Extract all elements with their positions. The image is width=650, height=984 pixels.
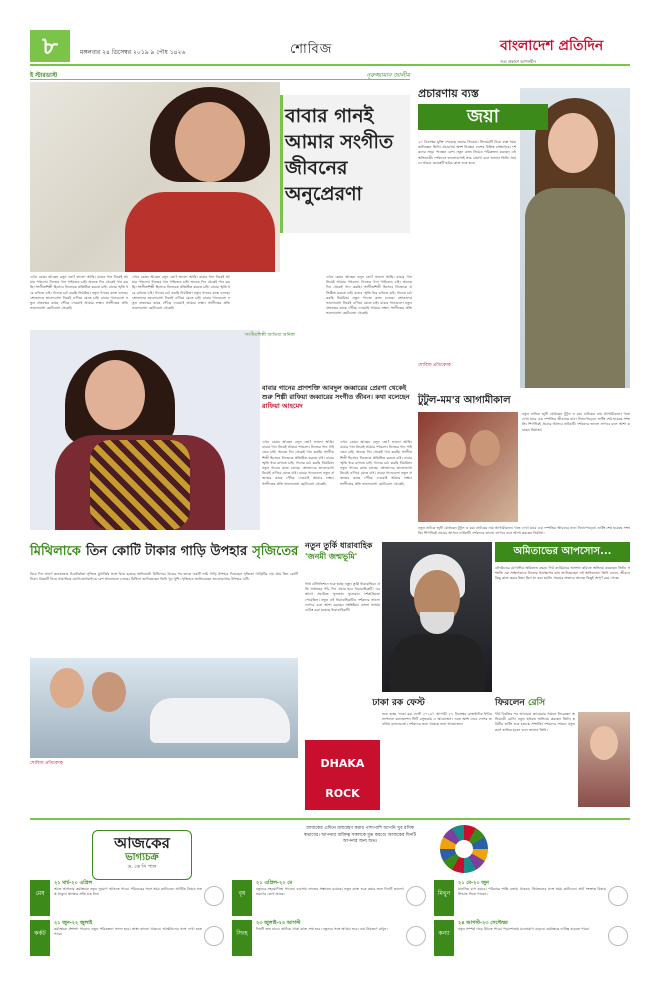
rock-body: শুরু হচ্ছে 'ঢাকা রক ফেস্ট ২০১৯'। আগামী ২৭ ডিসেম্বর রাজধানীর ইন্টারন্যাশনাল কনভেনশন সিটি বসুন্ধরায় এ আয়োজন। এতে অংশ নেবে দেশের জনপ্রিয় ব্যান্ডগুলো। দর্শকদের জন্য থাকছে নানা আয়োজন।	[382, 712, 492, 727]
rock-headline[interactable]: ঢাকা রক ফেস্ট	[372, 698, 425, 708]
mithila-headline[interactable]: মিথিলাকে তিন কোটি টাকার গাড়ি উপহার সৃজিতের	[30, 544, 299, 559]
mithila-body: বিয়ে দিন আগে কলকাতার চিত্রনির্মাতা সৃজিত মুখার্জির সঙ্গে বিয়ে হয়েছে অভিনেত্রী মিথিলার। বিয়ের পর তাকে একটি দামি গাড়ি উপহার দিয়েছেন সৃজিত। গাড়িটির দাম প্রায় তিন কোটি টাকা। বিষয়টি নিয়ে সামাজিক যোগাযোগমাধ্যমে বেশ আলোচনা চলছে। মিথিলা জানিয়েছেন তিনি খুব খুশি। সৃজিতও জানিয়েছেন ভালোবাসার উপহার এটি।	[30, 572, 298, 582]
horoscope-sign	[434, 880, 630, 918]
photo-beard	[420, 612, 454, 634]
sign-name: বৃষ	[232, 880, 252, 916]
lead-byline: নূরুজ্জামান জালীম	[366, 72, 410, 79]
header-divider	[30, 64, 630, 66]
sign-name: কর্কট	[30, 920, 50, 956]
photo-body	[390, 634, 485, 692]
sign-text: বন্ধুদের সহযোগিতা পাবেন। ব্যবসায় লাভের সম্ভাবনা রয়েছে। নতুন কাজ শুরু করার জন্য দিনটি ভালো। ভ্রমণের যোগ আছে।	[256, 887, 404, 896]
tutul-photo	[418, 412, 518, 522]
joya-headline[interactable]: জয়া	[418, 104, 548, 130]
resi-body: দীর্ঘ বিরতির পর আবারও ক্যামেরার সামনে ফিরেছেন অভিনেত্রী রেসি। নতুন ছবিতে অভিনয় করছেন তিনি। ছবিটির শুটিং শুরু হয়েছে সম্প্রতি। দর্শকদের সামনে নতুন রূপে হাজির হবেন বলে জানান তিনি।	[495, 712, 575, 732]
resi-headline[interactable]: ফিরলেন রেসি	[495, 698, 546, 708]
mithila-signature: শোবিজ প্রতিবেদক	[30, 761, 63, 766]
photo-face	[590, 726, 618, 760]
lead-photo	[30, 82, 280, 272]
turkish-body: দীপ্ত টেলিভিশনে শুরু হচ্ছে নতুন তুর্কি ধারাবাহিক। প্রতি সপ্তাহের পাঁচ দিন প্রচার হবে ধারাবাহিকটি। এর আগে প্রচারিত সুলতান সুলেমান দর্শকপ্রিয়তা পেয়েছিল। নতুন এই ধারাবাহিকটিও দর্শকদের ভালো লাগবে বলে আশা করছেন সংশ্লিষ্টরা। বাংলা ভাষায় ডাবিং করা হয়েছে ধারাবাহিকটি।	[305, 582, 380, 613]
lead-body-col2: এখন কেমন আছেন বলুন তো? ভালো আছি। বাবার গান নিয়েই আমার পথচলা। নিজের গান গাইতেও চাই। অনেক দিন থেকেই গান করছি। সংগীতশিল্পী হিসেবে নিজেকে প্রতিষ্ঠিত করতে চাই। বাবার স্মৃতি ধরে রাখতে চাই। গানের চর্চা করছি নিয়মিত। নতুন গানের কাজ চলছে। শ্রোতাদের ভালোবাসা নিয়েই এগিয়ে যেতে চাই। বাবার গানগুলো নতুন প্রজন্মের কাছে পৌঁছে দেওয়াই আমার লক্ষ্য। সংগীতের প্রতি ভালোবাসা ছোটবেলা থেকেই।	[132, 275, 230, 311]
page-number: ৮	[30, 30, 70, 62]
photo-face	[175, 102, 245, 182]
horoscope-sign	[434, 920, 630, 958]
horoscope-sign	[232, 880, 428, 918]
sign-date: ২১ মে-২০ জুন	[458, 880, 489, 886]
sign-text: দিনটি শুভ যাবে। আটকে থাকা কাজ শেষ হবে। বন্ধুদের সঙ্গে আড্ডা হবে। ব্যয় নিয়ন্ত্রণে রাখুন।	[256, 927, 388, 931]
sign-date: ২১ এপ্রিল-২০ মে	[256, 880, 293, 886]
newspaper-logo[interactable]	[500, 34, 630, 66]
lead-photo-secondary	[30, 330, 260, 530]
sign-text: আজ আপনার কর্মক্ষেত্রে নতুন সুযোগ আসতে পারে। পরিবারের সঙ্গে সময় কাটাবেন। আর্থিক বিষয়ে সতর্ক থাকুন। স্বাস্থ্যের প্রতি যত্ন নিন।	[54, 887, 202, 896]
photo-face	[436, 432, 466, 468]
amitabh-photo	[382, 542, 492, 692]
zodiac-symbol-icon	[406, 926, 426, 946]
horoscope-sign	[30, 880, 226, 918]
tutul-headline[interactable]: টুটুল-মম'র আগামীকাল	[418, 395, 511, 406]
car-shape	[150, 698, 290, 743]
deck-line: বাবার গানের প্রাণশক্তি আবদুল জব্বারের প্রেরণা থেকেই শুরু শিল্পী রাফিয়া জব্বারের সংগীত জীবন। কথা বলেছেন	[262, 384, 410, 401]
lead-deck	[262, 384, 412, 436]
zodiac-symbol-icon	[608, 926, 628, 946]
sign-date: ২১ মার্চ-২০ এপ্রিল	[54, 880, 93, 886]
lead-tagbar	[30, 70, 410, 80]
zodiac-symbol-icon	[204, 926, 224, 946]
lead-body-col6: এখন কেমন আছেন বলুন তো? ভালো আছি। বাবার গান নিয়েই আমার পথচলা। নিজের গান গাইতেও চাই। অনেক দিন থেকেই গান করছি। সংগীতশিল্পী হিসেবে নিজেকে প্রতিষ্ঠিত করতে চাই। বাবার স্মৃতি ধরে রাখতে চাই। গানের চর্চা করছি নিয়মিত। নতুন গানের কাজ চলছে। শ্রোতাদের ভালোবাসা নিয়েই এগিয়ে যেতে চাই। বাবার গানগুলো নতুন প্রজন্মের কাছে পৌঁছে দেওয়াই আমার লক্ষ্য। সংগীতের প্রতি ভালোবাসা ছোটবেলা থেকেই।	[340, 440, 412, 486]
horoscope-sign	[232, 920, 428, 958]
lead-tag: ই স্টারডাস্ট	[30, 72, 58, 79]
horoscope-sign	[30, 920, 226, 958]
photo-face	[548, 113, 598, 173]
lead-body-col4: এখন কেমন আছেন বলুন তো? ভালো আছি। বাবার গান নিয়েই আমার পথচলা। নিজের গান গাইতেও চাই। অনেক দিন থেকেই গান করছি। সংগীতশিল্পী হিসেবে নিজেকে প্রতিষ্ঠিত করতে চাই। বাবার স্মৃতি ধরে রাখতে চাই। গানের চর্চা করছি নিয়মিত। নতুন গানের কাজ চলছে। শ্রোতাদের ভালোবাসা নিয়েই এগিয়ে যেতে চাই। বাবার গানগুলো নতুন প্রজন্মের কাছে পৌঁছে দেওয়াই আমার লক্ষ্য। সংগীতের প্রতি ভালোবাসা ছোটবেলা থেকেই।	[326, 275, 412, 316]
zodiac-wheel-core	[455, 840, 473, 858]
sign-name: কন্যা	[434, 920, 454, 956]
amitabh-headline[interactable]: অমিতাভের আপসোস...	[495, 542, 630, 562]
zodiac-symbol-icon	[204, 886, 224, 906]
joya-kicker: প্রচারণায় ব্যস্ত	[418, 87, 479, 100]
joya-signature: শোবিজ প্রতিবেদক	[418, 363, 451, 368]
logo-text: বাংলাদেশ প্রতিদিন	[500, 38, 604, 54]
sign-name: মিথুন	[434, 880, 454, 916]
lead-body-col1: এখন কেমন আছেন বলুন তো? ভালো আছি। বাবার গান নিয়েই আমার পথচলা। নিজের গান গাইতেও চাই। অনেক দিন থেকেই গান করছি। সংগীতশিল্পী হিসেবে নিজেকে প্রতিষ্ঠিত করতে চাই। বাবার স্মৃতি ধরে রাখতে চাই। গানের চর্চা করছি নিয়মিত। নতুন গানের কাজ চলছে। শ্রোতাদের ভালোবাসা নিয়েই এগিয়ে যেতে চাই। বাবার গানগুলো নতুন প্রজন্মের কাছে পৌঁছে দেওয়াই আমার লক্ষ্য। সংগীতের প্রতি ভালোবাসা ছোটবেলা থেকেই।	[30, 275, 128, 311]
sign-date: ২৪ আগস্ট-২৩ সেপ্টেম্বর	[458, 920, 508, 926]
rock-poster: DHAKA ROCK	[305, 740, 380, 810]
photo-caption: সংগীতশিল্পী আতিয়া অনিকা	[244, 333, 296, 338]
section-title: শোবিজ	[290, 42, 333, 57]
joya-photo	[520, 88, 630, 388]
lead-body-col5: এখন কেমন আছেন বলুন তো? ভালো আছি। বাবার গান নিয়েই আমার পথচলা। নিজের গান গাইতেও চাই। অনেক দিন থেকেই গান করছি। সংগীতশিল্পী হিসেবে নিজেকে প্রতিষ্ঠিত করতে চাই। বাবার স্মৃতি ধরে রাখতে চাই। গানের চর্চা করছি নিয়মিত। নতুন গানের কাজ চলছে। শ্রোতাদের ভালোবাসা নিয়েই এগিয়ে যেতে চাই। বাবার গানগুলো নতুন প্রজন্মের কাছে পৌঁছে দেওয়াই আমার লক্ষ্য। সংগীতের প্রতি ভালোবাসা ছোটবেলা থেকেই।	[262, 440, 334, 486]
photo-face	[470, 430, 500, 466]
turkish-headline[interactable]: নতুন তুর্কি ধারাবাহিক 'জনমী জন্মভূমি'	[305, 541, 373, 561]
sign-text: কর্মক্ষেত্রে প্রশংসা পাবেন। নতুন পরিকল্পনা সফল হবে। স্বাস্থ্য ভালো থাকবে। আত্মীয়দের সঙ্গে দেখা হতে পারে।	[54, 927, 202, 936]
tutul-body-cont: নতুন নাটকে জুটি বেঁধেছেন টুটুল ও মম। নাটকের নাম আগামীকাল। গল্পে দেখা যাবে এক দম্পতির জীবনের নানা টানাপোড়েন। শুটিং শেষ হয়েছে সম্প্রতি। শিগগিরই প্রচারে আসবে নাটকটি। দর্শকদের ভালো লাগবে বলে আশা করছেন নির্মাতা।	[418, 526, 630, 536]
sign-text: নতুন সম্পর্ক গড়ে উঠতে পারে। পড়াশোনায় মনোযোগ বাড়বে। কর্মক্ষেত্রে দায়িত্ব বাড়তে পারে।	[458, 927, 590, 931]
deck-author: রাফিয়া আহমেদ	[262, 402, 303, 410]
lead-headline[interactable]: বাবার গানই আমার সংগীত জীবনের অনুপ্রেরণা	[285, 105, 394, 205]
photo-face	[85, 360, 145, 430]
joya-body: ২০ ডিসেম্বর মুক্তি পেয়েছে জয়ার সিনেমা। সিনেমাটি নিয়ে ব্যস্ত সময় কাটাচ্ছেন তিনি। প্রচারণায় অংশ নিচ্ছেন দেশের বিভিন্ন প্রেক্ষাগৃহে। দর্শকদের সাড়া পাচ্ছেন বেশ। নতুন কাজ নিয়েও পরিকল্পনা করছেন এই অভিনেত্রী। দর্শকদের ভালোবাসাই তার প্রেরণা বলে জানান তিনি। সামনে আরও কয়েকটি ছবির কাজ শুরু হবে।	[418, 140, 516, 165]
date-line: মঙ্গলবার ২৪ ডিসেম্বর ২০১৯ ৯ পৌষ ১৪২৬	[80, 49, 186, 56]
sign-name: মেষ	[30, 880, 50, 916]
sign-date: ২৩ জুলাই-২৩ আগস্ট	[256, 920, 301, 926]
sign-date: ২১ জুন-২২ জুলাই	[54, 920, 93, 926]
sign-name: সিংহ	[232, 920, 252, 956]
horoscope-title: আজকের ভাগ্যচক্র ড. কে সি পাল	[92, 830, 192, 880]
photo-face	[92, 672, 126, 712]
tutul-body: নতুন নাটকে জুটি বেঁধেছেন টুটুল ও মম। নাটকের নাম আগামীকাল। গল্পে দেখা যাবে এক দম্পতির জীবনের নানা টানাপোড়েন। শুটিং শেষ হয়েছে সম্প্রতি। শিগগিরই প্রচারে আসবে নাটকটি। দর্শকদের ভালো লাগবে বলে আশা করছেন নির্মাতা।	[522, 412, 630, 432]
resi-photo	[578, 712, 630, 807]
photo-body	[525, 188, 625, 388]
photo-body	[125, 192, 275, 272]
photo-face	[50, 668, 84, 708]
photo-scarf	[90, 440, 190, 530]
sign-text: মানসিক চাপ কমবে। পরিবারে শান্তি বজায় থাকবে। প্রিয়জনের সঙ্গে সময় কাটাবেন। অর্থ সংক্রান্ত বিষয়ে সিদ্ধান্ত নিতে পারেন।	[458, 887, 606, 896]
amitabh-body: বলিউডের মেগাস্টার অমিতাভ বচ্চন। দীর্ঘ ক্যারিয়ারে অসংখ্য ছবিতে অভিনয় করেছেন তিনি। সম্প্রতি এক সাক্ষাৎকারে নিজের আক্ষেপের কথা জানিয়েছেন এই অভিনেতা। তিনি বলেন, জীবনে কিছু কাজ করার ইচ্ছা ছিল যা করা হয়নি। সময়ের অভাবে অনেক কিছুই অপূর্ণ রয়ে গেছে।	[495, 566, 630, 581]
zodiac-symbol-icon	[406, 886, 426, 906]
logo-tagline: সত্য প্রকাশে আপসহীন	[500, 59, 536, 64]
horoscope-intro: আজকের এদিনে জন্মগ্রহণ করার পাশাপাশি আপনি খুব রসিক স্বভাবের। আপনার ব্যক্তিত্ব সকলকে মুগ্ধ করবে। আজকের দিনটি আপনার জন্য শুভ।	[304, 826, 416, 844]
zodiac-symbol-icon	[608, 886, 628, 906]
mithila-photo	[30, 658, 298, 758]
